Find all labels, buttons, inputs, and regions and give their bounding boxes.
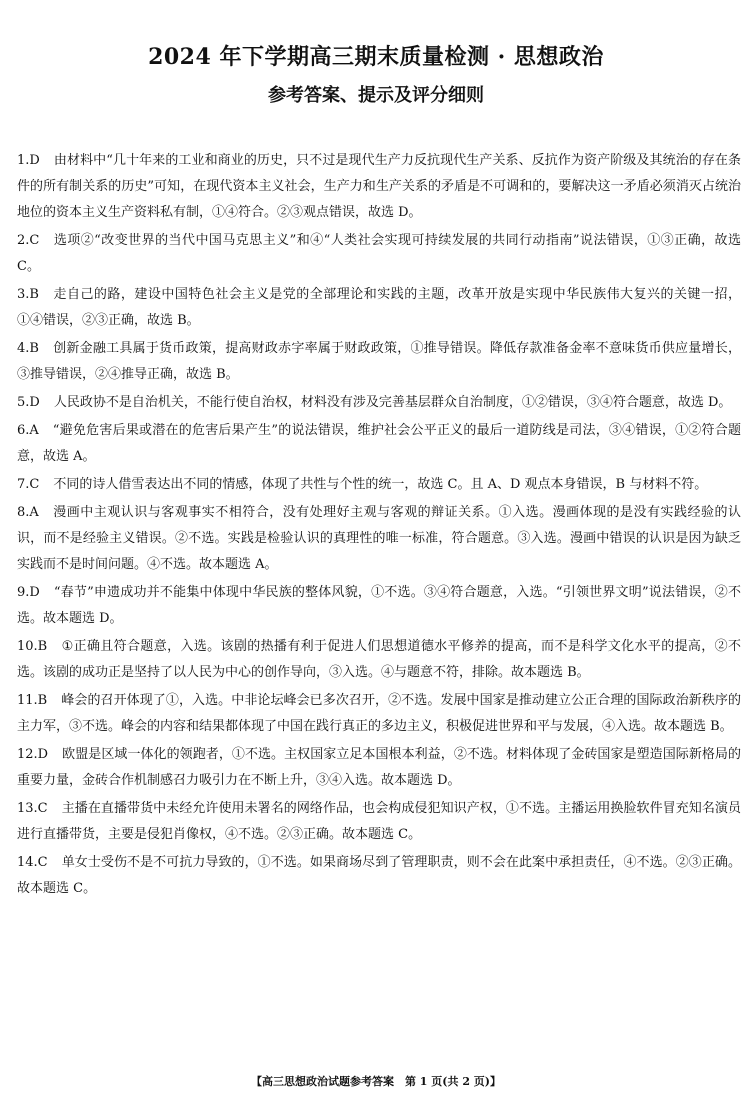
answer-item [17,336,741,388]
answer-text: 单女士受伤不是不可抗力导致的，①不选。如果商场尽到了管理职责，则不会在此案中承担责任，④不选。②③正确。故本题选 C。 [17,855,741,896]
answer-number: 3.B [17,287,39,302]
answer-number: 2.C [17,233,40,248]
answer-list [17,148,741,904]
answer-number: 6.A [17,423,39,438]
answer-number: 11.B [17,693,48,708]
answer-item [17,472,741,498]
answer-text: 不同的诗人借雪表达出不同的情感，体现了共性与个性的统一，故选 C。且 A、D 观点本身错误，B 与材料不符。 [53,477,708,492]
answer-number: 5.D [17,395,40,410]
answer-item [17,580,741,632]
answer-number: 12.D [17,747,49,762]
answer-item [17,148,741,226]
answer-item [17,688,741,740]
answer-item [17,390,741,416]
answer-item [17,418,741,470]
page-footer: 【高三思想政治试题参考答案 第 1 页(共 2 页)】 [250,1075,502,1088]
page-title: 2024 年下学期高三期末质量检测 · 思想政治 [148,44,604,70]
answer-number: 8.A [17,505,39,520]
answer-text: 漫画中主观认识与客观事实不相符合，没有处理好主观与客观的辩证关系。①入选。漫画体现的是没有实践经验的认识，而不是经验主义错误。②不选。实践是检验认识的真理性的唯一标准，符合题意。③入选。漫画中错误的认识是因为缺乏实践而不是时间问题。④不选。故本题选 A。 [17,505,741,572]
answer-number: 4.B [17,341,39,356]
answer-text: 峰会的召开体现了①，入选。中非论坛峰会已多次召开，②不选。发展中国家是推动建立公正合理的国际政治新秩序的主力军，③不选。峰会的内容和结果都体现了中国在践行真正的多边主义，积极促进世界和平与发展，④入选。故本题选 B。 [17,693,741,734]
answer-text: 创新金融工具属于货币政策，提高财政赤字率属于财政政策，①推导错误。降低存款准备金率不意味货币供应量增长，③推导错误，②④推导正确，故选 B。 [17,341,741,382]
page-subtitle: 参考答案、提示及评分细则 [268,85,484,106]
answer-text: 主播在直播带货中未经允许使用未署名的网络作品，也会构成侵犯知识产权，①不选。主播运用换脸软件冒充知名演员进行直播带货，主要是侵犯肖像权，④不选。②③正确。故本题选 C。 [17,801,741,842]
answer-item [17,850,741,902]
answer-text: ①正确且符合题意，入选。该剧的热播有利于促进人们思想道德水平修养的提高，而不是科学文化水平的提高，②不选。该剧的成功正是坚持了以人民为中心的创作导向，③入选。④与题意不符，排除。故本题选 B。 [17,639,741,680]
answer-text: 选项②“改变世界的当代中国马克思主义”和④“人类社会实现可持续发展的共同行动指南”说法错误，①③正确，故选 C。 [17,233,741,274]
answer-number: 14.C [17,855,48,870]
answer-text: 人民政协不是自治机关，不能行使自治权，材料没有涉及完善基层群众自治制度，①②错误，③④符合题意，故选 D。 [53,395,732,410]
answer-text: 欧盟是区域一体化的领跑者，①不选。主权国家立足本国根本利益，②不选。材料体现了金砖国家是塑造国际新格局的重要力量，金砖合作机制感召力吸引力在不断上升，③④入选。故本题选 D。 [17,747,741,788]
answer-number: 1.D [17,153,40,168]
answer-item [17,742,741,794]
answer-number: 13.C [17,801,48,816]
answer-item [17,282,741,334]
answer-text: 走自己的路，建设中国特色社会主义是党的全部理论和实践的主题，改革开放是实现中华民族伟大复兴的关键一招，①④错误，②③正确，故选 B。 [17,287,741,328]
answer-item [17,228,741,280]
answer-text: “春节”申遗成功并不能集中体现中华民族的整体风貌，①不选。③④符合题意，入选。“引领世界文明”说法错误，②不选。故本题选 D。 [17,585,741,626]
answer-item [17,634,741,686]
answer-item [17,796,741,848]
answer-number: 7.C [17,477,40,492]
answer-number: 9.D [17,585,40,600]
answer-text: “避免危害后果或潜在的危害后果产生”的说法错误，维护社会公平正义的最后一道防线是司法，③④错误，①②符合题意，故选 A。 [17,423,741,464]
answer-number: 10.B [17,639,48,654]
answer-item [17,500,741,578]
answer-text: 由材料中“几十年来的工业和商业的历史，只不过是现代生产力反抗现代生产关系、反抗作为资产阶级及其统治的存在条件的所有制关系的历史”可知，在现代资本主义社会，生产力和生产关系的矛盾是不可调和的，要解决这一矛盾必须消灭占统治地位的资本主义生产资料私有制，①④符合。②③观点错误，故选 D。 [17,153,741,220]
